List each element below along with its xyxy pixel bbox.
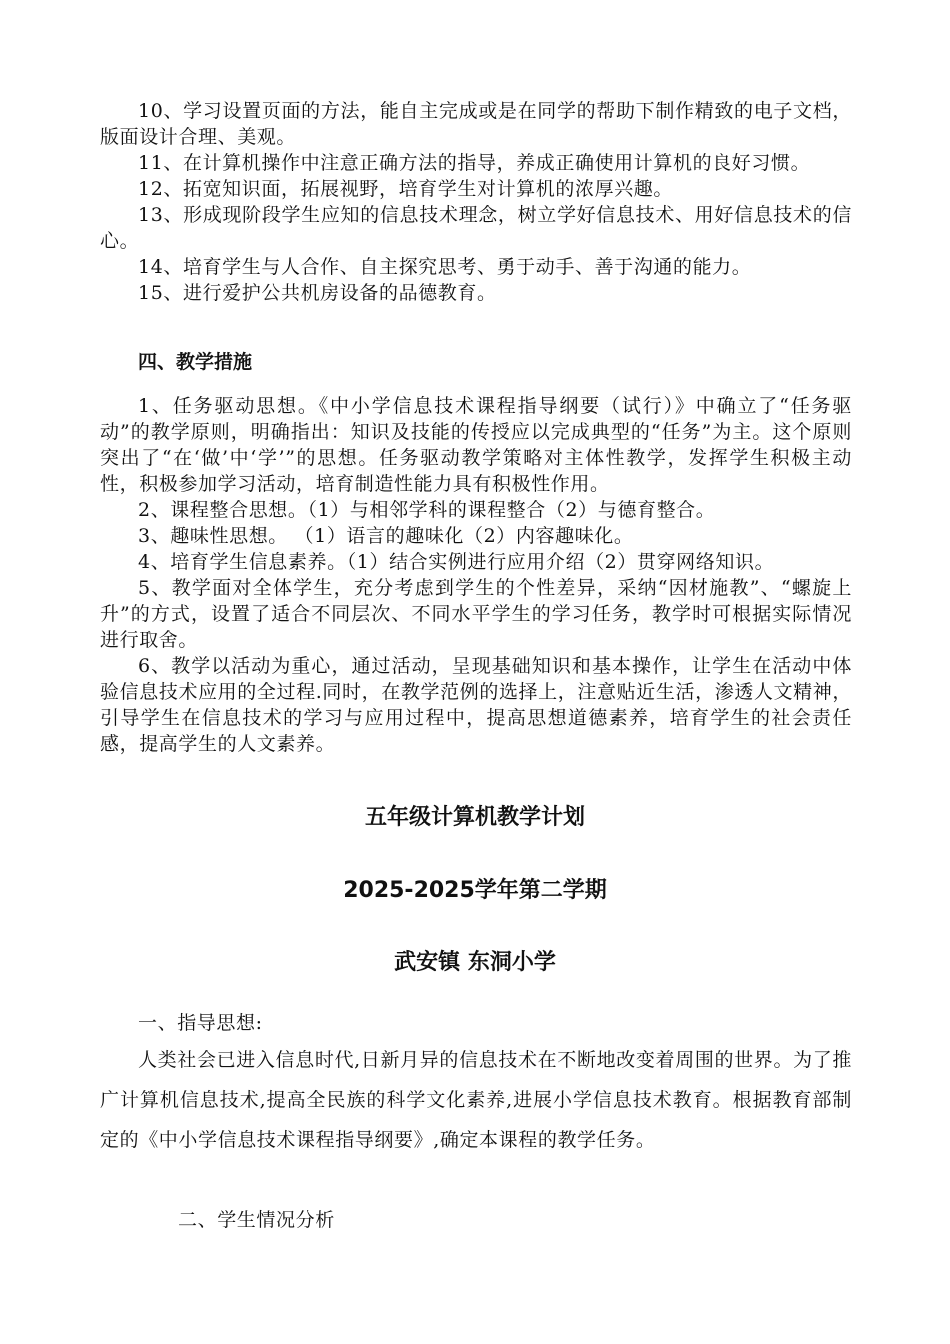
plan-school: 武安镇 东洞小学: [394, 950, 556, 975]
measures-list: [100, 393, 852, 757]
guide-section: [100, 1040, 852, 1160]
measure-item: 4、培育学生信息素养。（1）结合实例进行应用介绍（2）贯穿网络知识。: [138, 551, 775, 573]
goal-item: 10、学习设置页面的方法，能自主完成或是在同学的帮助下制作精致的电子文档，版面设计合理、美观。: [100, 100, 852, 148]
goal-item: 13、形成现阶段学生应知的信息技术理念，树立学好信息技术、用好信息技术的信心。: [100, 204, 852, 252]
goal-item: 14、培育学生与人合作、自主探究思考、勇于动手、善于沟通的能力。: [138, 256, 752, 278]
measure-item: 3、趣味性思想。 （1）语言的趣味化（2）内容趣味化。: [138, 525, 634, 547]
plan-term: 2025-2025学年第二学期: [343, 878, 607, 903]
guide-paragraph: 人类社会已进入信息时代,日新月异的信息技术在不断地改变着周围的世界。为了推广计算机信息技术,提高全民族的科学文化素养,进展小学信息技术教育。根据教育部制定的《中小学信息技术课程指导纲要》,确定本课程的教学任务。: [100, 1049, 852, 1151]
section-heading-measures: 四、教学措施: [138, 351, 253, 373]
goal-item: 11、在计算机操作中注意正确方法的指导，养成正确使用计算机的良好习惯。: [138, 152, 811, 174]
measure-item: 6、教学以活动为重心，通过活动，呈现基础知识和基本操作，让学生在活动中体验信息技术应用的全过程.同时，在教学范例的选择上，注意贴近生活，渗透人文精神，引导学生在信息技术的学习与应用过程中，提高思想道德素养，培育学生的社会责任感，提高学生的人文素养。: [100, 655, 852, 755]
measure-item: 5、教学面对全体学生，充分考虑到学生的个性差异，采纳“因材施教”、“螺旋上升”的方式，设置了适合不同层次、不同水平学生的学习任务，教学时可根据实际情况进行取舍。: [100, 577, 852, 651]
student-analysis-heading: 二、学生情况分析: [178, 1209, 335, 1231]
plan-title: 五年级计算机教学计划: [364, 805, 585, 830]
measure-item: 2、课程整合思想。（1）与相邻学科的课程整合（2）与德育整合。: [138, 499, 716, 521]
goal-item: 12、拓宽知识面，拓展视野，培育学生对计算机的浓厚兴趣。: [138, 178, 673, 200]
goals-list: [100, 98, 852, 306]
goal-item: 15、进行爱护公共机房设备的品德教育。: [138, 282, 497, 304]
guide-heading: 一、指导思想:: [138, 1012, 263, 1034]
measure-item: 1、任务驱动思想。《中小学信息技术课程指导纲要（试行）》中确立了“任务驱动”的教学原则，明确指出：知识及技能的传授应以完成典型的“任务”为主。这个原则突出了“在‘做’中‘学’”的思想。任务驱动教学策略对主体性教学，发挥学生积极主动性，积极参加学习活动，培育制造性能力具有积极性作用。: [100, 395, 852, 495]
